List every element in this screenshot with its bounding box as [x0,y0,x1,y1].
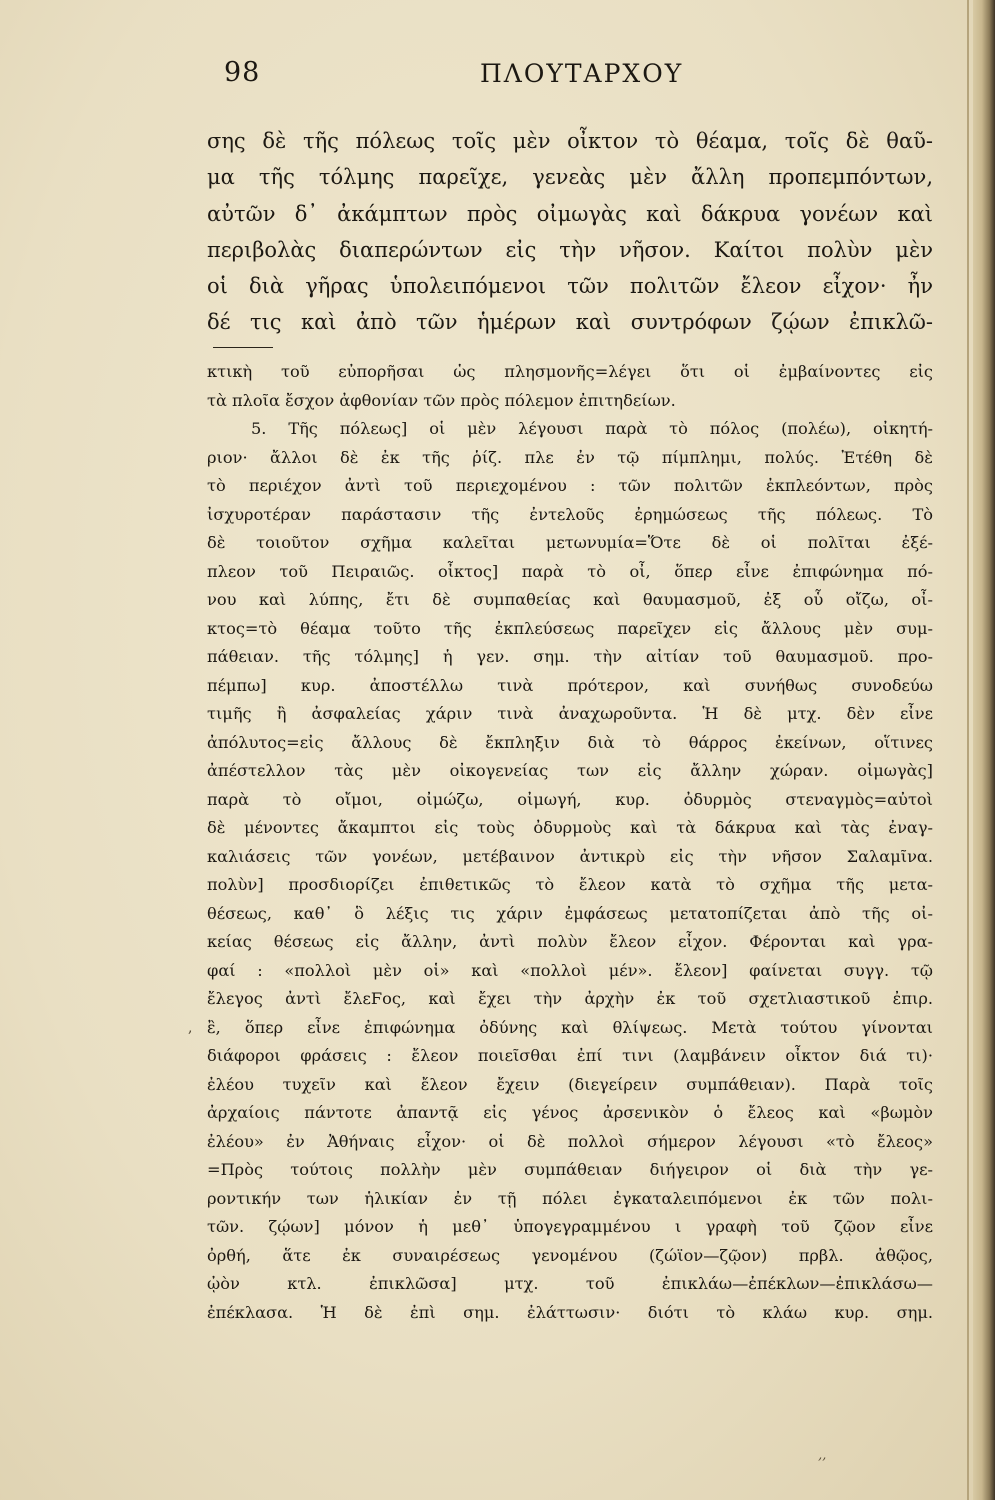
note-line: ἔλεγος ἀντὶ ἔλεϜος, καὶ ἔχει τὴν ἀρχὴν ἐκ τοῦ σχετλιαστικοῦ ἐπιρ. [207,989,933,1008]
note-line: ᾠὸν κτλ. ἐπικλῶσα] μτχ. τοῦ ἐπικλάω—ἐπέκλων—ἐπικλάσω— [207,1274,933,1293]
main-text-line: δέ τις καὶ ἀπὸ τῶν ἡμέρων καὶ συντρόφων ζῴων ἐπικλῶ- [207,310,933,335]
note-line: δὲ τοιοῦτον σχῆμα καλεῖται μετωνυμία=Ὅτε δὲ οἱ πολῖται ἐξέ- [207,533,933,552]
main-text-line: αὐτῶν δ᾽ ἀκάμπτων πρὸς οἰμωγὰς καὶ δάκρυα γονέων καὶ [207,201,933,226]
note-line: φαί : «πολλοὶ μὲν οἱ» καὶ «πολλοὶ μέν». ἔλεον] φαίνεται συγγ. τῷ [207,960,933,980]
page-edge-line [967,0,969,1500]
note-line: ἒ, ὅπερ εἶνε ἐπιφώνημα ὀδύνης καὶ θλίψεως. Μετὰ τούτου γίνονται [207,1017,933,1037]
note-line: 5. Τῆς πόλεως] οἱ μὲν λέγουσι παρὰ τὸ πόλος (πολέω), οἰκητή- [251,419,933,438]
margin-mark: , [188,1020,193,1036]
main-text-line: οἱ διὰ γῆρας ὑπολειπόμενοι τῶν πολιτῶν ἔλεον εἶχον· ἦν [207,274,933,299]
note-line: κτικὴ τοῦ εὐπορῆσαι ὡς πλησμονῆς=λέγει ὅτι οἱ ἐμβαίνοντες εἰς [207,362,933,381]
note-line: ἐπέκλασα. Ἡ δὲ ἐπὶ σημ. ἐλάττωσιν· διότι τὸ κλάω κυρ. σημ. [207,1302,933,1322]
note-line: τὸ περιέχον ἀντὶ τοῦ περιεχομένου : τῶν πολιτῶν ἐκπλεόντων, πρὸς [207,476,933,495]
note-line: πολὺν] προσδιορίζει ἐπιθετικῶς τὸ ἔλεον κατὰ τὸ σχῆμα τῆς μετα- [207,875,933,894]
main-text-line: περιβολὰς διαπερώντων εἰς τὴν νῆσον. Καίτοι πολὺν μὲν [207,237,933,262]
main-text-line: σης δὲ τῆς πόλεως τοῖς μὲν οἶκτον τὸ θέαμα, τοῖς δὲ θαῦ- [207,129,933,153]
commentary-notes [207,358,933,1327]
main-text [207,123,933,341]
note-line: καλιάσεις τῶν γονέων, μετέβαινον ἀντικρὺ εἰς τὴν νῆσον Σαλαμῖνα. [207,846,933,866]
note-line: ἐλέου τυχεῖν καὶ ἔλεον ἔχειν (διεγείρειν συμπάθειαν). Παρὰ τοῖς [207,1074,933,1094]
note-line: κείας θέσεως εἰς ἄλλην, ἀντὶ πολὺν ἔλεον εἶχον. Φέρονται καὶ γρα- [207,932,933,951]
note-line: ροντικήν των ἡλικίαν ἐν τῇ πόλει ἐγκαταλειπόμενοι ἐκ τῶν πολι- [207,1188,933,1208]
note-line: ἀπόλυτος=εἰς ἄλλους δὲ ἔκπληξιν διὰ τὸ θάρρος ἐκείνων, οἵτινες [207,732,933,752]
note-line: ἀρχαίοις πάντοτε ἀπαντᾷ εἰς γένος ἀρσενικὸν ὁ ἔλεος καὶ «βωμὸν [207,1103,933,1122]
note-line: διάφοροι φράσεις : ἔλεον ποιεῖσθαι ἐπί τινι (λαμβάνειν οἶκτον διά τι)· [207,1046,933,1065]
note-line: ἐλέου» ἐν Ἀθήναις εἶχον· οἱ δὲ πολλοὶ σήμερον λέγουσι «τὸ ἔλεος» [207,1131,933,1151]
note-line: θέσεως, καθ᾽ ὃ λέξις τις χάριν ἐμφάσεως μετατοπίζεται ἀπὸ τῆς οἰ- [207,903,933,923]
note-line: τὰ πλοῖα ἔσχον ἀφθονίαν τῶν πρὸς πόλεμον ἐπιτηδείων. [207,390,676,410]
note-line: κτος=τὸ θέαμα τοῦτο τῆς ἐκπλεύσεως παρεῖχεν εἰς ἄλλους μὲν συμ- [207,618,933,638]
note-line: ὀρθή, ἅτε ἐκ συναιρέσεως γενομένου (ζώϊον—ζῷον) πρβλ. ἀθῷος, [207,1245,933,1265]
bottom-mark: ‚‚ [818,1448,827,1463]
note-line: νου καὶ λύπης, ἔτι δὲ συμπαθείας καὶ θαυμασμοῦ, ἐξ οὗ οἴζω, οἶ- [207,590,933,609]
note-line: ριον· ἄλλοι δὲ ἐκ τῆς ῥίζ. πλε ἐν τῷ πίμπλημι, πολύς. Ἐτέθη δὲ [207,447,933,467]
note-line: =Πρὸς τούτοις πολλὴν μὲν συμπάθειαν διήγειρον οἱ διὰ τὴν γε- [207,1160,933,1179]
note-line: δὲ μένοντες ἄκαμπτοι εἰς τοὺς ὀδυρμοὺς καὶ τὰ δάκρυα καὶ τὰς ἐναγ- [207,818,933,837]
main-text-line: μα τῆς τόλμης παρεῖχε, γενεὰς μὲν ἄλλη προπεμπόντων, [207,165,933,190]
page-header [218,57,738,97]
note-line: ἰσχυροτέραν παράστασιν τῆς ἐντελοῦς ἐρημώσεως τῆς πόλεως. Τὸ [207,504,933,524]
running-head: ΠΛΟΥΤΑΡΧΟΥ [480,59,684,88]
note-line: τῶν. ζῴων] μόνον ἡ μεθ᾽ ὑπογεγραμμένου ι γραφὴ τοῦ ζῷον εἶνε [207,1217,933,1236]
note-line: τιμῆς ἢ ἀσφαλείας χάριν τινὰ ἀναχωροῦντα. Ἡ δὲ μτχ. δὲν εἶνε [207,704,933,723]
note-line: πλεον τοῦ Πειραιῶς. οἶκτος] παρὰ τὸ οἶ, ὅπερ εἶνε ἐπιφώνημα πό- [207,561,933,581]
note-line: παρὰ τὸ οἴμοι, οἰμώζω, οἰμωγή, κυρ. ὀδυρμὸς στεναγμὸς=αὐτοὶ [207,789,933,809]
page-number: 98 [224,57,261,88]
footnote-separator [213,347,273,348]
note-line: πέμπω] κυρ. ἀποστέλλω τινὰ πρότερον, καὶ συνήθως συνοδεύω [207,675,933,695]
page-gutter-shadow [973,0,995,1500]
note-line: πάθειαν. τῆς τόλμης] ἡ γεν. σημ. τὴν αἰτίαν τοῦ θαυμασμοῦ. προ- [207,647,933,666]
note-line: ἀπέστελλον τὰς μὲν οἰκογενείας των εἰς ἄλλην χώραν. οἰμωγὰς] [207,761,933,780]
